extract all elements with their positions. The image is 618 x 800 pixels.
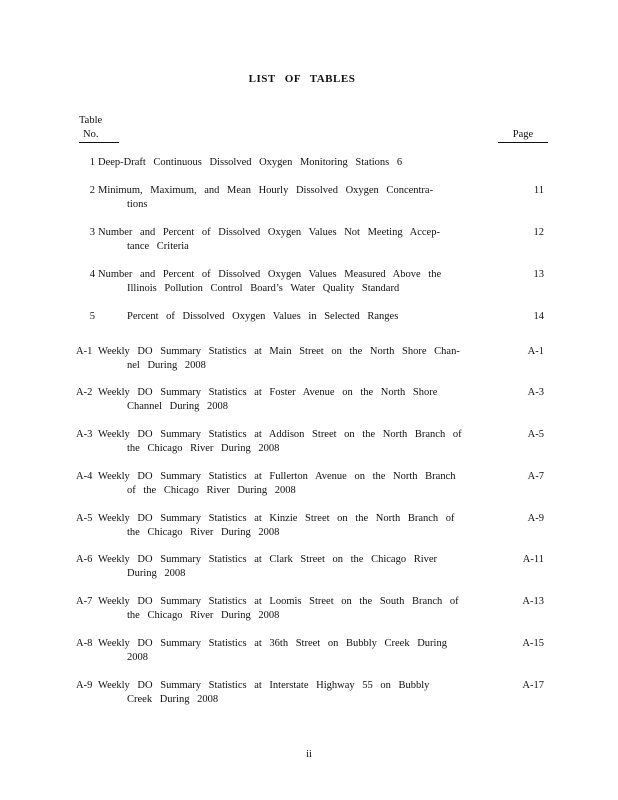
table-description-line: Weekly DO Summary Statistics at Fullerton Avenue on the North Branch: [98, 471, 456, 482]
table-description-continuation: 2008: [127, 652, 148, 663]
table-page-number: 13: [533, 269, 544, 280]
table-description: [98, 637, 478, 665]
table-label: Table: [79, 115, 103, 126]
table-page-number: A-1: [527, 346, 544, 357]
table-description: [98, 595, 478, 623]
table-description-continuation: nel During 2008: [127, 360, 206, 371]
table-description-line: Weekly DO Summary Statistics at Kinzie Street on the North Branch of: [98, 513, 455, 524]
table-description: [98, 345, 478, 373]
table-page-number: 14: [533, 311, 544, 322]
table-page-number: 12: [533, 227, 544, 238]
table-description-line: Number and Percent of Dissolved Oxygen Values Not Meeting Accep-: [98, 227, 440, 238]
table-number: 3: [89, 227, 95, 238]
table-description-continuation: Illinois Pollution Control Board’s Water Quality Standard: [127, 283, 400, 294]
table-description-line: Weekly DO Summary Statistics at Foster Avenue on the North Shore: [98, 387, 438, 398]
table-description-line: Weekly DO Summary Statistics at Loomis Street on the South Branch of: [98, 596, 459, 607]
table-description-continuation: tance Criteria: [127, 241, 189, 252]
table-description-line: Weekly DO Summary Statistics at Interstate Highway 55 on Bubbly: [98, 680, 430, 691]
table-number: 5: [89, 311, 95, 322]
table-description: [127, 310, 507, 324]
table-page-number: A-11: [522, 554, 544, 565]
table-number: 1: [89, 157, 95, 168]
table-page-number: A-7: [527, 471, 544, 482]
page-column-header: Page: [498, 128, 548, 143]
table-no-header: [79, 114, 119, 143]
table-page-number: A-17: [522, 680, 544, 691]
table-number: A-1: [76, 346, 93, 357]
table-page-number: A-5: [527, 429, 544, 440]
table-description-line: Deep-Draft Continuous Dissolved Oxygen Monitoring Stations 6: [98, 157, 403, 168]
table-description-continuation: the Chicago River During 2008: [127, 527, 280, 538]
table-page-number: 11: [533, 185, 544, 196]
table-description: [98, 268, 478, 296]
table-number: A-9: [76, 680, 93, 691]
table-number: 2: [89, 185, 95, 196]
table-description-continuation: During 2008: [127, 568, 186, 579]
table-description-continuation: Creek During 2008: [127, 694, 219, 705]
table-description-line: Weekly DO Summary Statistics at Main Street on the North Shore Chan-: [98, 346, 460, 357]
table-description: [98, 156, 478, 170]
table-description: [98, 386, 478, 414]
table-description-continuation: of the Chicago River During 2008: [127, 485, 296, 496]
table-description: [98, 184, 478, 212]
table-description: [98, 428, 478, 456]
table-number: A-6: [76, 554, 93, 565]
table-description: [98, 679, 478, 707]
table-description: [98, 512, 478, 540]
table-page-number: A-9: [527, 513, 544, 524]
table-description-line: Weekly DO Summary Statistics at Addison Street on the North Branch of: [98, 429, 462, 440]
no-label: No.: [79, 128, 119, 143]
table-number: 4: [89, 269, 95, 280]
table-number: A-2: [76, 387, 93, 398]
table-number: A-8: [76, 638, 93, 649]
table-description: [98, 553, 478, 581]
table-number: A-5: [76, 513, 93, 524]
table-page-number: A-15: [522, 638, 544, 649]
table-description-continuation: Channel During 2008: [127, 401, 228, 412]
table-description-line: Minimum, Maximum, and Mean Hourly Dissolved Oxygen Concentra-: [98, 185, 434, 196]
table-description-line: Weekly DO Summary Statistics at 36th Street on Bubbly Creek During: [98, 638, 447, 649]
table-description: [98, 470, 478, 498]
page-number-footer: ii: [306, 749, 312, 760]
table-description-continuation: the Chicago River During 2008: [127, 610, 280, 621]
table-page-number: A-3: [527, 387, 544, 398]
table-number: A-3: [76, 429, 93, 440]
table-number: A-7: [76, 596, 93, 607]
table-page-number: A-13: [522, 596, 544, 607]
table-number: A-4: [76, 471, 93, 482]
table-description-continuation: the Chicago River During 2008: [127, 443, 280, 454]
page-title: LIST OF TABLES: [248, 73, 356, 85]
table-description: [98, 226, 478, 254]
table-description-line: Number and Percent of Dissolved Oxygen Values Measured Above the: [98, 269, 442, 280]
table-description-continuation: tions: [127, 199, 148, 210]
table-description-line: Weekly DO Summary Statistics at Clark Street on the Chicago River: [98, 554, 438, 565]
table-description-line: Percent of Dissolved Oxygen Values in Selected Ranges: [127, 311, 399, 322]
